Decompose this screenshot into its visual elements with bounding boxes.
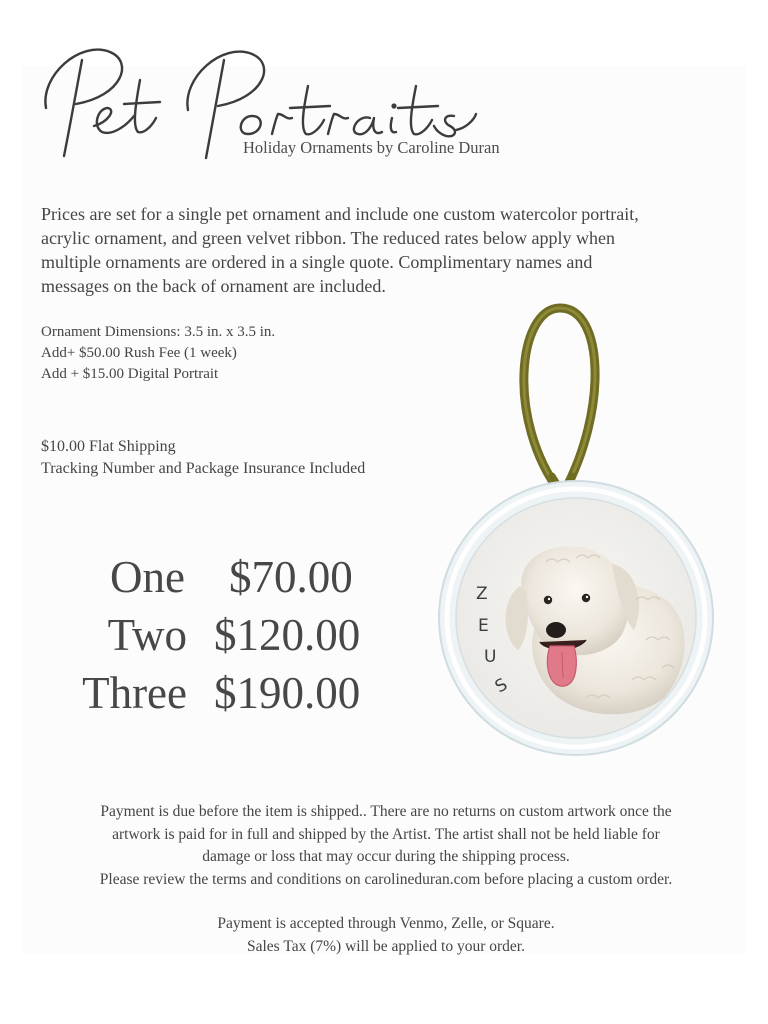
tracking-text: Tracking Number and Package Insurance Included — [41, 460, 366, 477]
dog-nose — [546, 622, 566, 638]
ornament-name-letter: S — [491, 674, 512, 698]
payment-line: Sales Tax (7%) will be applied to your order. — [247, 937, 525, 955]
rush-fee-text: Add+ $50.00 Rush Fee (1 week) — [41, 345, 237, 361]
price-amount: $120.00 — [214, 610, 361, 660]
intro-line: Prices are set for a single pet ornament and include one custom watercolor portrait, — [41, 204, 639, 224]
footer-terms — [30, 801, 742, 958]
price-row — [80, 606, 380, 664]
ornament-name-letter: U — [484, 647, 497, 667]
price-row — [80, 664, 380, 722]
ornament-name-letter: E — [478, 616, 489, 636]
price-quantity: One — [110, 552, 185, 602]
ribbon-loop — [524, 308, 595, 492]
ornament-details — [41, 322, 275, 385]
price-quantity: Two — [107, 610, 187, 660]
intro-line: messages on the back of ornament are included. — [41, 276, 386, 296]
dimensions-text: Ornament Dimensions: 3.5 in. x 3.5 in. — [41, 324, 276, 340]
flat-shipping-text: $10.00 Flat Shipping — [41, 438, 176, 455]
intro-line: multiple ornaments are ordered in a single quote. Complimentary names and — [41, 252, 593, 272]
terms-line: damage or loss that may occur during the shipping process. — [202, 848, 570, 865]
terms-line: Payment is due before the item is shipped.. There are no returns on custom artwork once the — [100, 803, 672, 820]
digital-portrait-text: Add + $15.00 Digital Portrait — [41, 366, 219, 382]
price-list — [80, 548, 380, 722]
price-amount: $190.00 — [214, 668, 361, 718]
price-quantity: Three — [82, 668, 187, 718]
terms-line: Please review the terms and conditions on carolineduran.com before placing a custom order. — [99, 870, 673, 888]
intro-paragraph — [41, 202, 731, 298]
shipping-info — [41, 436, 365, 480]
terms-line: artwork is paid for in full and shipped by the Artist. The artist shall not be held liable for — [112, 825, 660, 843]
ornament-image — [436, 300, 716, 760]
intro-line: acrylic ornament, and green velvet ribbon. The reduced rates below apply when — [41, 228, 615, 248]
ornament-drawing — [436, 300, 716, 760]
payment-line: Payment is accepted through Venmo, Zelle, or Square. — [217, 915, 555, 932]
ornament-name-letter: Z — [476, 584, 488, 604]
price-row — [80, 548, 380, 606]
price-amount: $70.00 — [229, 552, 353, 602]
subtitle: Holiday Ornaments by Caroline Duran — [243, 138, 500, 157]
